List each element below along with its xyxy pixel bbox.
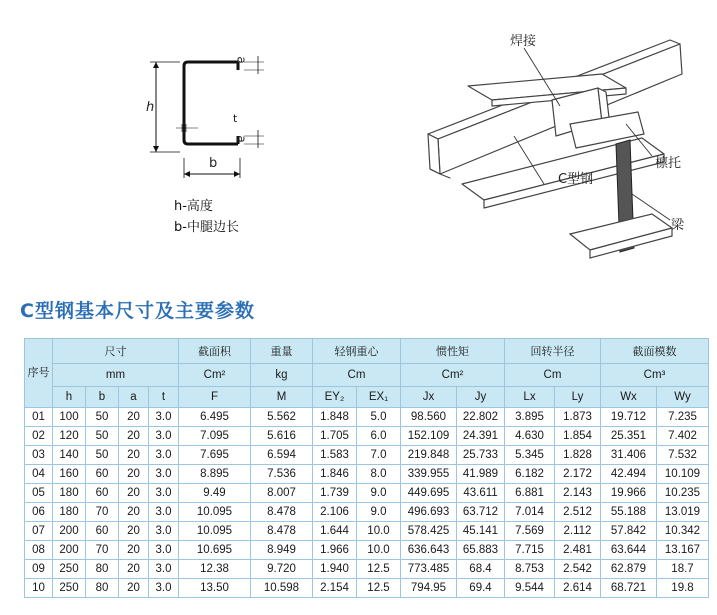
table-cell: 339.955 (401, 465, 457, 484)
row-index: 08 (25, 541, 53, 560)
table-cell: 496.693 (401, 503, 457, 522)
table-cell: 10.095 (179, 522, 251, 541)
column-symbol: t (149, 387, 179, 408)
table-cell: 13.019 (657, 503, 709, 522)
table-cell: 24.391 (457, 427, 505, 446)
table-cell: 1.940 (313, 560, 357, 579)
unit-area: Cm² (179, 364, 251, 387)
column-symbol: Lx (505, 387, 555, 408)
table-cell: 60 (86, 465, 119, 484)
table-cell: 3.0 (149, 503, 179, 522)
table-cell: 219.848 (401, 446, 457, 465)
table-body (25, 408, 709, 598)
table-cell: 8.478 (251, 503, 313, 522)
table-cell: 160 (53, 465, 86, 484)
callout-c-steel: C型钢 (558, 172, 594, 187)
table-cell: 4.630 (505, 427, 555, 446)
table-cell: 9.0 (357, 503, 401, 522)
legend-height: h-高度 (174, 199, 213, 214)
table-row (25, 503, 709, 522)
table-cell: 7.0 (357, 446, 401, 465)
table-cell: 18.7 (657, 560, 709, 579)
dim-label-h: h (146, 100, 155, 115)
table-cell: 2.512 (555, 503, 601, 522)
table-cell: 2.143 (555, 484, 601, 503)
unit-inertia: Cm² (401, 364, 505, 387)
table-cell: 45.141 (457, 522, 505, 541)
table-cell: 80 (86, 579, 119, 598)
table-cell: 250 (53, 560, 86, 579)
table-cell: 63.712 (457, 503, 505, 522)
table-cell: 6.495 (179, 408, 251, 427)
table-cell: 50 (86, 427, 119, 446)
row-index: 07 (25, 522, 53, 541)
table-cell: 25.351 (601, 427, 657, 446)
callout-weld: 焊接 (510, 34, 537, 49)
table-cell: 9.0 (357, 484, 401, 503)
unit-modulus: Cm³ (601, 364, 709, 387)
table-cell: 68.4 (457, 560, 505, 579)
table-row (25, 446, 709, 465)
table-cell: 2.106 (313, 503, 357, 522)
table-cell: 20 (119, 503, 149, 522)
table-cell: 180 (53, 503, 86, 522)
table-cell: 200 (53, 541, 86, 560)
table-cell: 9.720 (251, 560, 313, 579)
table-cell: 8.0 (357, 465, 401, 484)
table-cell: 65.883 (457, 541, 505, 560)
table-row (25, 579, 709, 598)
header-seq: 序号 (25, 339, 53, 408)
table-cell: 3.0 (149, 408, 179, 427)
table-cell: 60 (86, 522, 119, 541)
table-cell: 3.0 (149, 541, 179, 560)
row-index: 01 (25, 408, 53, 427)
table-cell: 120 (53, 427, 86, 446)
table-cell: 7.715 (505, 541, 555, 560)
table-cell: 63.644 (601, 541, 657, 560)
table-cell: 68.721 (601, 579, 657, 598)
table-row (25, 408, 709, 427)
header-radius: 回转半径 (505, 339, 601, 364)
table-cell: 7.695 (179, 446, 251, 465)
table-cell: 8.895 (179, 465, 251, 484)
table-cell: 3.895 (505, 408, 555, 427)
table-cell: 2.154 (313, 579, 357, 598)
row-index: 04 (25, 465, 53, 484)
table-cell: 20 (119, 446, 149, 465)
table-cell: 10.0 (357, 541, 401, 560)
row-index: 06 (25, 503, 53, 522)
callout-purlin: 檩托 (655, 156, 682, 171)
table-cell: 773.485 (401, 560, 457, 579)
row-index: 03 (25, 446, 53, 465)
purlin-assembly-diagram (420, 14, 690, 279)
table-cell: 1.966 (313, 541, 357, 560)
table-cell: 60 (86, 484, 119, 503)
table-cell: 3.0 (149, 579, 179, 598)
table-cell: 10.235 (657, 484, 709, 503)
table-cell: 2.542 (555, 560, 601, 579)
table-cell: 20 (119, 465, 149, 484)
table-cell: 5.562 (251, 408, 313, 427)
table-cell: 12.5 (357, 560, 401, 579)
header-area: 截面积 (179, 339, 251, 364)
table-cell: 20 (119, 541, 149, 560)
table-cell: 8.007 (251, 484, 313, 503)
table-cell: 13.167 (657, 541, 709, 560)
table-cell: 10.695 (179, 541, 251, 560)
table-cell: 12.38 (179, 560, 251, 579)
table-cell: 10.095 (179, 503, 251, 522)
table-cell: 1.644 (313, 522, 357, 541)
table-cell: 43.611 (457, 484, 505, 503)
table-cell: 8.478 (251, 522, 313, 541)
table-cell: 10.109 (657, 465, 709, 484)
table-cell: 100 (53, 408, 86, 427)
callout-beam: 梁 (671, 218, 685, 233)
table-cell: 6.881 (505, 484, 555, 503)
table-cell: 794.95 (401, 579, 457, 598)
column-symbol: h (53, 387, 86, 408)
table-cell: 8.753 (505, 560, 555, 579)
table-cell: 9.544 (505, 579, 555, 598)
table-cell: 31.406 (601, 446, 657, 465)
table-cell: 1.828 (555, 446, 601, 465)
table-cell: 57.842 (601, 522, 657, 541)
table-cell: 20 (119, 427, 149, 446)
header-weight: 重量 (251, 339, 313, 364)
table-cell: 13.50 (179, 579, 251, 598)
table-cell: 10.342 (657, 522, 709, 541)
dim-label-t: t (233, 112, 238, 125)
table-cell: 70 (86, 541, 119, 560)
column-symbol: Wy (657, 387, 709, 408)
spec-table (24, 338, 709, 598)
table-cell: 1.583 (313, 446, 357, 465)
table-cell: 22.802 (457, 408, 505, 427)
table-cell: 1.739 (313, 484, 357, 503)
table-cell: 7.536 (251, 465, 313, 484)
column-symbol: F (179, 387, 251, 408)
table-cell: 3.0 (149, 465, 179, 484)
table-cell: 3.0 (149, 522, 179, 541)
table-cell: 8.949 (251, 541, 313, 560)
section-title: C型钢基本尺寸及主要参数 (20, 300, 255, 322)
table-cell: 1.854 (555, 427, 601, 446)
table-cell: 25.733 (457, 446, 505, 465)
table-cell: 140 (53, 446, 86, 465)
table-row (25, 427, 709, 446)
table-row (25, 522, 709, 541)
table-row (25, 484, 709, 503)
dim-label-a-top: a (234, 56, 249, 64)
dim-label-a-bottom: a (234, 135, 249, 143)
table-cell: 5.616 (251, 427, 313, 446)
table-cell: 70 (86, 503, 119, 522)
column-symbol: a (119, 387, 149, 408)
table-cell: 6.182 (505, 465, 555, 484)
table-cell: 6.594 (251, 446, 313, 465)
row-index: 09 (25, 560, 53, 579)
table-cell: 50 (86, 446, 119, 465)
table-cell: 19.966 (601, 484, 657, 503)
unit-size: mm (53, 364, 179, 387)
header-centroid: 轻钢重心 (313, 339, 401, 364)
column-symbol: EX₁ (357, 387, 401, 408)
table-cell: 7.402 (657, 427, 709, 446)
table-cell: 5.345 (505, 446, 555, 465)
column-symbol: Jy (457, 387, 505, 408)
table-cell: 80 (86, 560, 119, 579)
table-cell: 3.0 (149, 446, 179, 465)
table-cell: 6.0 (357, 427, 401, 446)
table-cell: 20 (119, 560, 149, 579)
table-cell: 98.560 (401, 408, 457, 427)
table-cell: 42.494 (601, 465, 657, 484)
table-cell: 2.481 (555, 541, 601, 560)
table-row (25, 541, 709, 560)
legend-leg-length: b-中腿边长 (174, 220, 239, 235)
table-cell: 2.112 (555, 522, 601, 541)
column-symbol: b (86, 387, 119, 408)
table-cell: 7.569 (505, 522, 555, 541)
column-symbol: EY₂ (313, 387, 357, 408)
table-row (25, 465, 709, 484)
table-cell: 2.614 (555, 579, 601, 598)
table-cell: 69.4 (457, 579, 505, 598)
table-cell: 250 (53, 579, 86, 598)
table-cell: 10.0 (357, 522, 401, 541)
column-symbol: Jx (401, 387, 457, 408)
column-symbol: Wx (601, 387, 657, 408)
table-cell: 180 (53, 484, 86, 503)
table-cell: 55.188 (601, 503, 657, 522)
unit-radius: Cm (505, 364, 601, 387)
table-cell: 50 (86, 408, 119, 427)
table-cell: 62.879 (601, 560, 657, 579)
table-cell: 20 (119, 408, 149, 427)
table-cell: 1.705 (313, 427, 357, 446)
table-cell: 152.109 (401, 427, 457, 446)
table-cell: 19.8 (657, 579, 709, 598)
table-cell: 20 (119, 484, 149, 503)
table-cell: 3.0 (149, 427, 179, 446)
table-cell: 2.172 (555, 465, 601, 484)
table-cell: 10.598 (251, 579, 313, 598)
row-index: 02 (25, 427, 53, 446)
header-modulus: 截面模数 (601, 339, 709, 364)
header-inertia: 惯性矩 (401, 339, 505, 364)
table-cell: 9.49 (179, 484, 251, 503)
table-cell: 449.695 (401, 484, 457, 503)
column-symbol-row (25, 387, 709, 408)
header-size: 尺寸 (53, 339, 179, 364)
unit-weight: kg (251, 364, 313, 387)
column-symbol: M (251, 387, 313, 408)
table-cell: 3.0 (149, 484, 179, 503)
dim-label-b: b (209, 156, 218, 171)
row-index: 10 (25, 579, 53, 598)
table-cell: 41.989 (457, 465, 505, 484)
row-index: 05 (25, 484, 53, 503)
table-cell: 7.235 (657, 408, 709, 427)
table-cell: 19.712 (601, 408, 657, 427)
table-cell: 1.848 (313, 408, 357, 427)
column-symbol: Ly (555, 387, 601, 408)
table-row (25, 560, 709, 579)
table-cell: 3.0 (149, 560, 179, 579)
table-cell: 1.873 (555, 408, 601, 427)
table-cell: 636.643 (401, 541, 457, 560)
table-cell: 1.846 (313, 465, 357, 484)
table-cell: 20 (119, 522, 149, 541)
table-cell: 5.0 (357, 408, 401, 427)
table-cell: 7.014 (505, 503, 555, 522)
table-cell: 7.095 (179, 427, 251, 446)
unit-centroid: Cm (313, 364, 401, 387)
table-cell: 578.425 (401, 522, 457, 541)
table-cell: 200 (53, 522, 86, 541)
table-cell: 7.532 (657, 446, 709, 465)
table-cell: 20 (119, 579, 149, 598)
table-cell: 12.5 (357, 579, 401, 598)
